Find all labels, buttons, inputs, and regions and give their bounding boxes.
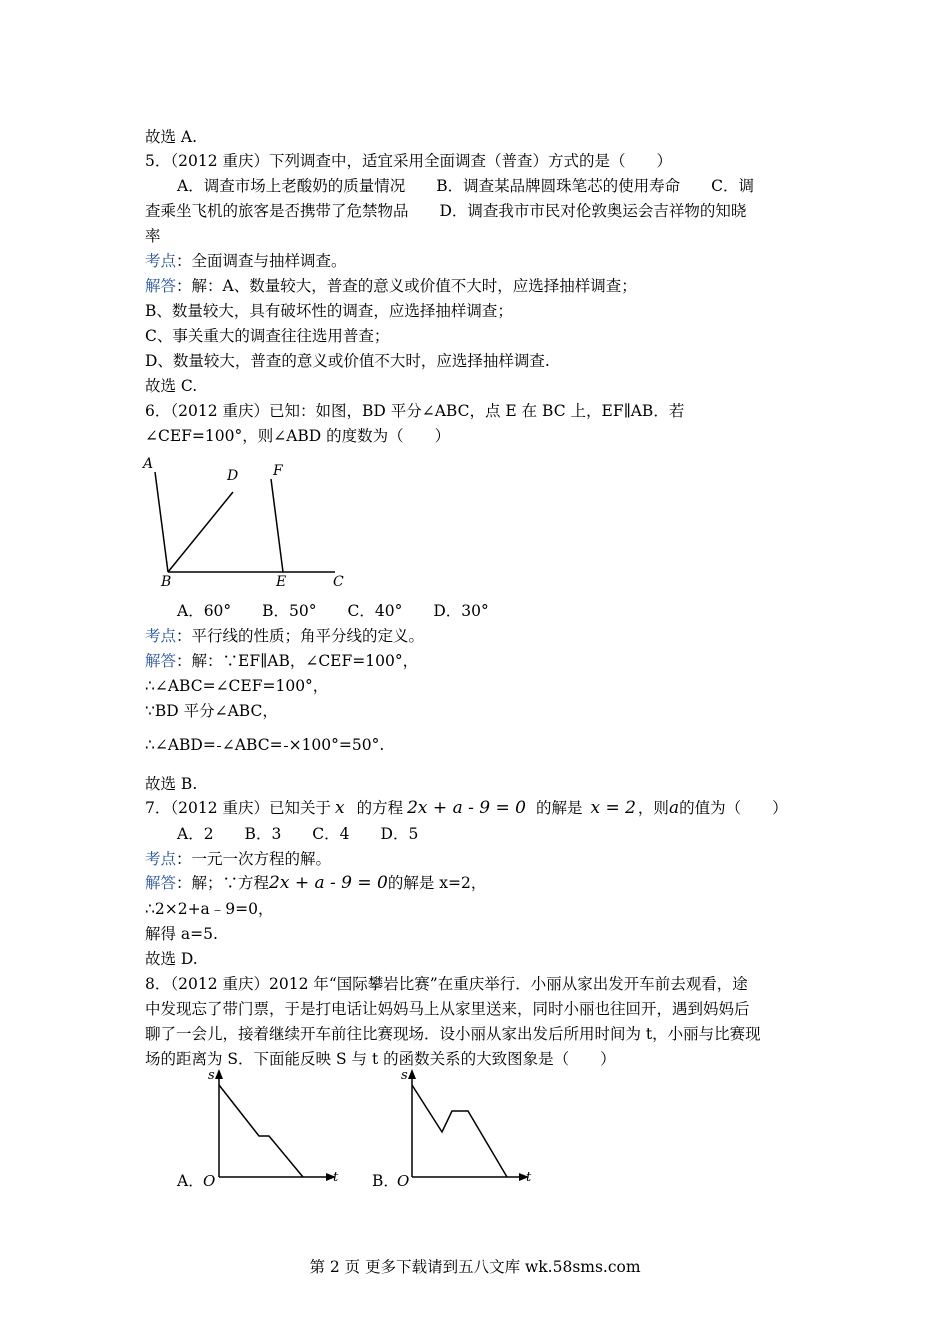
step-text-c: ×100°=50°. (288, 736, 385, 754)
label-e: E (276, 574, 287, 590)
page-footer: 第 2 页 更多下载请到五八文库 wk.58sms.com (309, 1258, 641, 1276)
q6-figure (140, 452, 360, 592)
q7-jieda-equation: 2x + a - 9 = 0 (269, 873, 388, 893)
jieda-text: ：解：∵EF∥AB，∠CEF=100°， (176, 652, 419, 670)
q7-equation: 2x + a - 9 = 0 (407, 798, 526, 818)
q6-stem-1: 6．（2012 重庆）已知：如图，BD 平分∠ABC，点 E 在 BC 上，EF∥AB．若 (145, 402, 685, 420)
q6-step-1: ∴∠ABC=∠CEF=100°， (145, 677, 329, 695)
q6-jieda (145, 650, 418, 672)
graph-b (392, 1065, 542, 1190)
q7-text-e: 的值为（ ） (679, 799, 788, 817)
jieda-text: ：解：A、数量较大，普查的意义或价值不大时，应选择抽样调查； (176, 277, 637, 295)
q7-stem (145, 797, 788, 819)
q7-answer: 故选 D. (145, 950, 198, 968)
label-f: F (273, 463, 283, 479)
q5-jieda (145, 275, 637, 297)
q6-options: A．60° B．50° C．40° D．30° (177, 602, 489, 620)
q7-text-a: 7．（2012 重庆）已知关于 (145, 799, 331, 817)
q5-kaodian (145, 250, 347, 272)
q5-options-2: 查乘坐飞机的旅客是否携带了危禁物品 D．调查我市市民对伦敦奥运会吉祥物的知晓 (145, 202, 747, 220)
q7-step-2: 解得 a=5. (145, 925, 218, 943)
kaodian-text: ：全面调查与抽样调查。 (176, 252, 347, 270)
label-c: C (333, 574, 344, 590)
kaodian-label: 考点 (145, 627, 177, 645)
q7-var-x: x (335, 798, 345, 818)
q8-stem-4: 场的距离为 S．下面能反映 S 与 t 的函数关系的大致图象是（ ） (145, 1050, 616, 1068)
label-d: D (227, 468, 239, 484)
q7-jieda (145, 872, 486, 894)
kaodian-text: ：一元一次方程的解。 (176, 850, 332, 868)
q7-solution: x = 2 (590, 798, 636, 818)
kaodian-label: 考点 (145, 850, 177, 868)
q7-kaodian (145, 848, 331, 870)
graph-a (196, 1065, 346, 1190)
q5-line-c: C、事关重大的调查往往选用普查； (145, 327, 390, 345)
fraction-half-2 (284, 746, 288, 747)
kaodian-label: 考点 (145, 252, 177, 270)
label-b: B (161, 574, 172, 590)
q6-kaodian (145, 625, 424, 647)
fraction-numerator (217, 746, 221, 747)
q5-stem: 5．（2012 重庆）下列调查中，适宜采用全面调查（普查）方式的是（ ） (145, 152, 672, 170)
graph-a-label: A． (177, 1172, 204, 1190)
q6-step-2: ∵BD 平分∠ABC， (145, 702, 278, 720)
label-a: A (143, 456, 154, 472)
fraction-numerator (284, 746, 288, 747)
step-text-b: ∠ABC= (221, 736, 283, 754)
jieda-label: 解答 (145, 874, 177, 892)
q5-line-b: B、数量较大，具有破坏性的调查，应选择抽样调查； (145, 302, 513, 320)
q8-stem-2: 中发现忘了带门票，于是打电话让妈妈马上从家里送来，同时小丽也往回开，遇到妈妈后 (145, 1000, 750, 1018)
axis-t: t (333, 1170, 339, 1185)
q7-step-1: ∴2×2+a﹣9=0， (145, 900, 274, 918)
q6-stem-2: ∠CEF=100°，则∠ABD 的度数为（ ） (145, 427, 451, 445)
q5-options-1: A．调查市场上老酸奶的质量情况 B．调查某品牌圆珠笔芯的使用寿命 C．调 (177, 177, 754, 195)
q6-step-3 (145, 727, 384, 763)
q5-answer: 故选 C. (145, 377, 198, 395)
axis-s: s (401, 1068, 408, 1083)
fraction-half (217, 746, 221, 747)
q7-options: A．2 B．3 C．4 D．5 (177, 825, 419, 843)
graph-b-label: B． (372, 1172, 399, 1190)
jieda-label: 解答 (145, 652, 177, 670)
jieda-label: 解答 (145, 277, 177, 295)
jieda-text-a: ：解；∵方程 (176, 874, 270, 892)
q8-stem-1: 8．（2012 重庆）2012 年“国际攀岩比赛”在重庆举行．小丽从家出发开车前去观看，途 (145, 975, 748, 993)
step-text-a: ∴∠ABD= (145, 736, 216, 754)
axis-s: s (208, 1068, 215, 1083)
q7-var-a: a (668, 798, 680, 818)
q7-text-b: 的方程 (356, 799, 404, 817)
kaodian-text: ：平行线的性质；角平分线的定义。 (176, 627, 425, 645)
jieda-text-b: 的解是 x=2， (387, 874, 487, 892)
line-1: 故选 A. (145, 128, 198, 146)
q5-line-d: D、数量较大，普查的意义或价值不大时，应选择抽样调查. (145, 352, 550, 370)
q7-text-c: 的解是 (535, 799, 583, 817)
q7-text-d: ，则 (637, 799, 669, 817)
origin-o: O (203, 1172, 216, 1190)
q6-answer: 故选 B. (145, 775, 198, 793)
q8-stem-3: 聊了一会儿，接着继续开车前往比赛现场．设小丽从家出发后所用时间为 t，小丽与比赛现 (145, 1025, 761, 1043)
axis-t: t (526, 1170, 532, 1185)
q5-options-3: 率 (145, 227, 161, 245)
origin-o: O (397, 1172, 410, 1190)
